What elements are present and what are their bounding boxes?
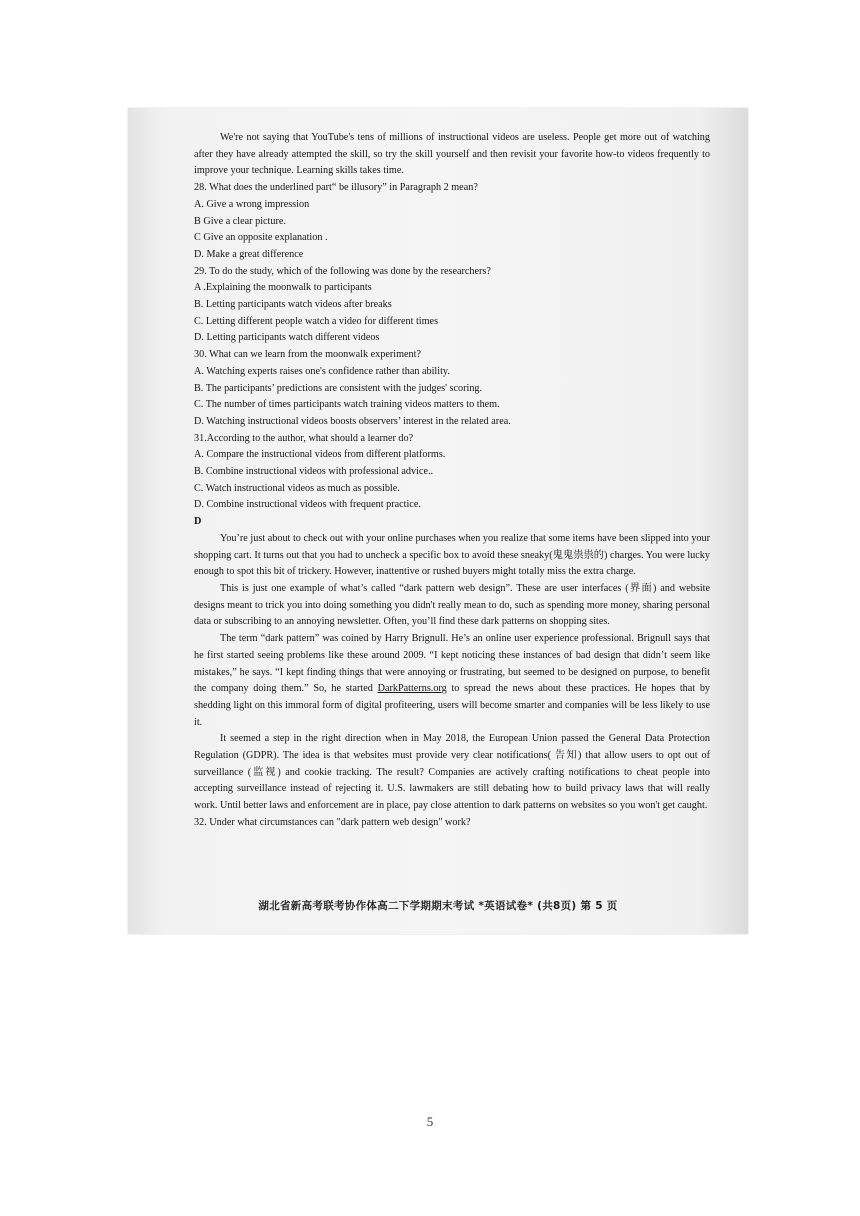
section-d-heading: D [194, 516, 202, 528]
question-32-stem: 32. Under what circumstances can "dark pattern web design" work? [194, 816, 471, 828]
option-d: D. Combine instructional videos with frequent practice. [194, 499, 421, 511]
paragraph-3-continuation: to spread the news about these practices. He hopes that by shedding light on this immoral form of digital profiteering, users will become smarter and companies will be less likely to use it. [194, 683, 711, 728]
option-c: C. The number of times participants watch training videos matters to them. [194, 399, 500, 411]
passage-c-conclusion: We're not saying that YouTube's tens of millions of instructional videos are useless. People get more out of watching after they have already attempted the skill, so try the skill yourself and then revisit your favorite how-to videos frequently to improve your technique. Learning skills takes time. [194, 132, 710, 177]
question-stem: 28. What does the underlined part“ be illusory” in Paragraph 2 mean? [194, 182, 478, 194]
option-c: C Give an opposite explanation . [194, 232, 328, 244]
scanned-exam-page [128, 108, 748, 934]
option-c: C. Letting different people watch a video for different times [194, 315, 439, 327]
passage-d-paragraph-1: You’re just about to check out with your online purchases when you realize that some items have been slipped into your shopping cart. It turns out that you had to uncheck a specific box to avoid these sneaky(鬼鬼祟祟的) charges. You were lucky enough to spot this bit of trickery. However, inattentive or rushed buyers might totally miss the extra charge. [194, 532, 710, 578]
option-a: A .Explaining the moonwalk to participants [194, 282, 372, 294]
passage-d-paragraph-2: This is just one example of what’s called “dark pattern web design”. These are user interfaces (界面) and website designs meant to trick you into doing something you didn't really mean to do, such as spending more money, sharing personal data or subscribing to an annoying newsletter. Often, you’ll find these dark patterns on shopping sites. [194, 582, 710, 628]
question-29 [194, 264, 710, 348]
option-b: B Give a clear picture. [194, 215, 286, 227]
option-a: A. Give a wrong impression [194, 198, 310, 210]
passage-d-paragraph-3 [194, 631, 710, 731]
question-stem: 31.According to the author, what should a learner do? [194, 432, 414, 444]
option-d: D. Watching instructional videos boosts observers’ interest in the related area. [194, 415, 511, 427]
question-30 [194, 347, 710, 431]
passage-d-paragraph-4: It seemed a step in the right direction when in May 2018, the European Union passed the General Data Protection Regulation (GDPR). The idea is that websites must provide very clear notifications( 告知) that allow users to opt out of surveillance (监视) and cookie tracking. The result? Companies are actively crafting notifications to cheat people into accepting surveillance instead of rejecting it. U.S. lawmakers are still debating how to build privacy laws that will really work. Until better laws and enforcement are in place, pay close attention to dark patterns on websites so you won't get caught. [194, 733, 710, 812]
option-a: A. Watching experts raises one's confidence rather than ability. [194, 365, 450, 377]
question-stem: 30. What can we learn from the moonwalk experiment? [194, 349, 421, 361]
option-b: B. The participants’ predictions are consistent with the judges' scoring. [194, 382, 483, 394]
option-b: B. Letting participants watch videos after breaks [194, 299, 392, 311]
question-31 [194, 431, 710, 515]
darkpatterns-link[interactable]: DarkPatterns.org [377, 683, 447, 695]
paragraph-3-text: The term “dark pattern” was coined by Harry Brignull. He’s an online user experience professional. Brignull says that he first started seeing problems like these around 2009. “I kept noticing these instances of bad design that didn’t seem like mistakes,” he says. “I kept finding things that were annoying or frustrating, but seemed to be designed on purpose, to benefit the company doing them.” So, he started [194, 633, 710, 695]
exam-text [194, 130, 710, 832]
option-c: C. Watch instructional videos as much as possible. [194, 482, 400, 494]
option-b: B. Combine instructional videos with professional advice.. [194, 466, 434, 478]
question-28 [194, 180, 710, 264]
exam-footer: 湖北省新高考联考协作体高二下学期期末考试 *英语试卷* (共8页) 第 5 页 [258, 900, 618, 912]
option-d: D. Make a great difference [194, 248, 304, 260]
option-a: A. Compare the instructional videos from different platforms. [194, 449, 446, 461]
question-stem: 29. To do the study, which of the following was done by the researchers? [194, 265, 491, 277]
page-number: 5 [426, 1114, 434, 1129]
option-d: D. Letting participants watch different videos [194, 332, 380, 344]
